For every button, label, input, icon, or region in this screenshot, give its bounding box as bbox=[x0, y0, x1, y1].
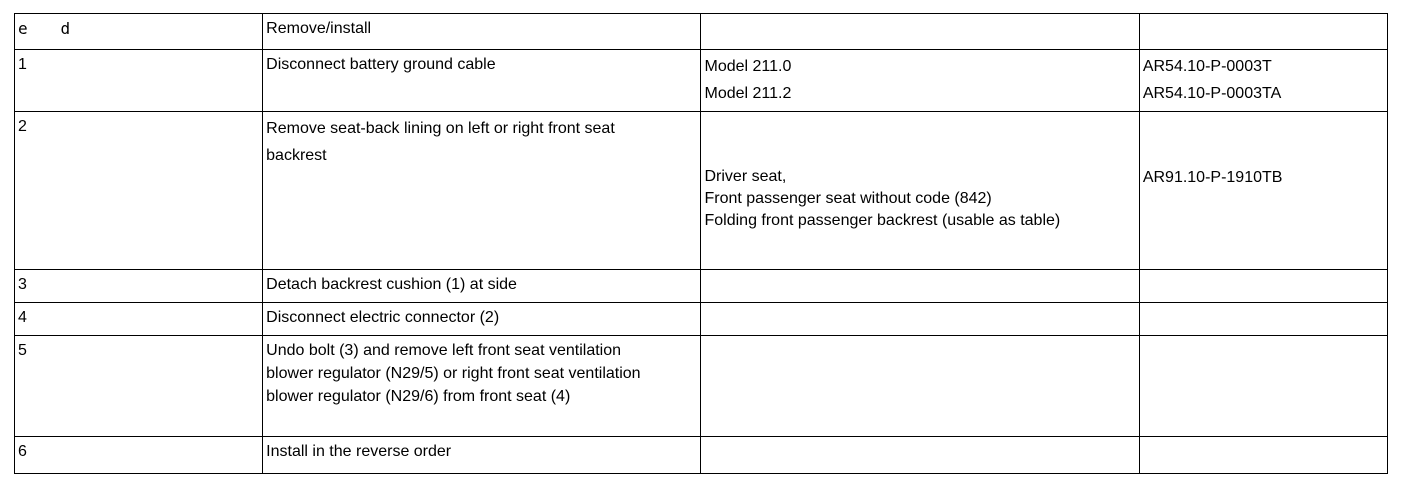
step-number: 1 bbox=[15, 50, 263, 112]
step-notes bbox=[701, 437, 1139, 474]
step-number: 3 bbox=[15, 270, 263, 303]
table-row bbox=[15, 50, 1388, 112]
step-action: Disconnect electric connector (2) bbox=[263, 303, 701, 336]
step-action: Disconnect battery ground cable bbox=[263, 50, 701, 112]
note-line: Front passenger seat without code (842) bbox=[704, 190, 992, 207]
step-notes bbox=[701, 112, 1139, 270]
step-refs bbox=[1139, 437, 1387, 474]
table-row bbox=[15, 270, 1388, 303]
table-row bbox=[15, 112, 1388, 270]
note-line: Driver seat, bbox=[704, 168, 787, 185]
header-cell-action: Remove/install bbox=[263, 14, 701, 50]
step-number: 2 bbox=[15, 112, 263, 270]
step-action: Remove seat-back lining on left or right front seat backrest bbox=[263, 112, 701, 270]
table-row bbox=[15, 336, 1388, 437]
header-cell-notes bbox=[701, 14, 1139, 50]
step-refs bbox=[1139, 50, 1387, 112]
header-cell-step: e d bbox=[15, 14, 263, 50]
step-refs bbox=[1139, 303, 1387, 336]
step-refs bbox=[1139, 270, 1387, 303]
step-notes bbox=[701, 303, 1139, 336]
reference-link[interactable]: AR54.10-P-0003TA bbox=[1142, 85, 1282, 102]
step-refs bbox=[1139, 336, 1387, 437]
note-line: Model 211.0 bbox=[704, 58, 792, 75]
table-row bbox=[15, 303, 1388, 336]
step-number: 5 bbox=[15, 336, 263, 437]
step-action: Install in the reverse order bbox=[263, 437, 701, 474]
step-refs bbox=[1139, 112, 1387, 270]
reference-link[interactable]: AR91.10-P-1910TB bbox=[1142, 169, 1283, 186]
step-notes bbox=[701, 50, 1139, 112]
table-header-row bbox=[15, 14, 1388, 50]
step-action: Detach backrest cushion (1) at side bbox=[263, 270, 701, 303]
step-notes bbox=[701, 336, 1139, 437]
step-number: 4 bbox=[15, 303, 263, 336]
step-notes bbox=[701, 270, 1139, 303]
step-action: Undo bolt (3) and remove left front seat ventilation blower regulator (N29/5) or right front seat ventilation blower regulator (N29/6) from front seat (4) bbox=[263, 336, 701, 437]
header-cell-refs bbox=[1139, 14, 1387, 50]
table-row bbox=[15, 437, 1388, 474]
reference-link[interactable]: AR54.10-P-0003T bbox=[1142, 58, 1272, 75]
procedure-table bbox=[14, 13, 1388, 474]
note-line: Model 211.2 bbox=[704, 85, 792, 102]
step-number: 6 bbox=[15, 437, 263, 474]
note-line: Folding front passenger backrest (usable as table) bbox=[704, 212, 1061, 229]
